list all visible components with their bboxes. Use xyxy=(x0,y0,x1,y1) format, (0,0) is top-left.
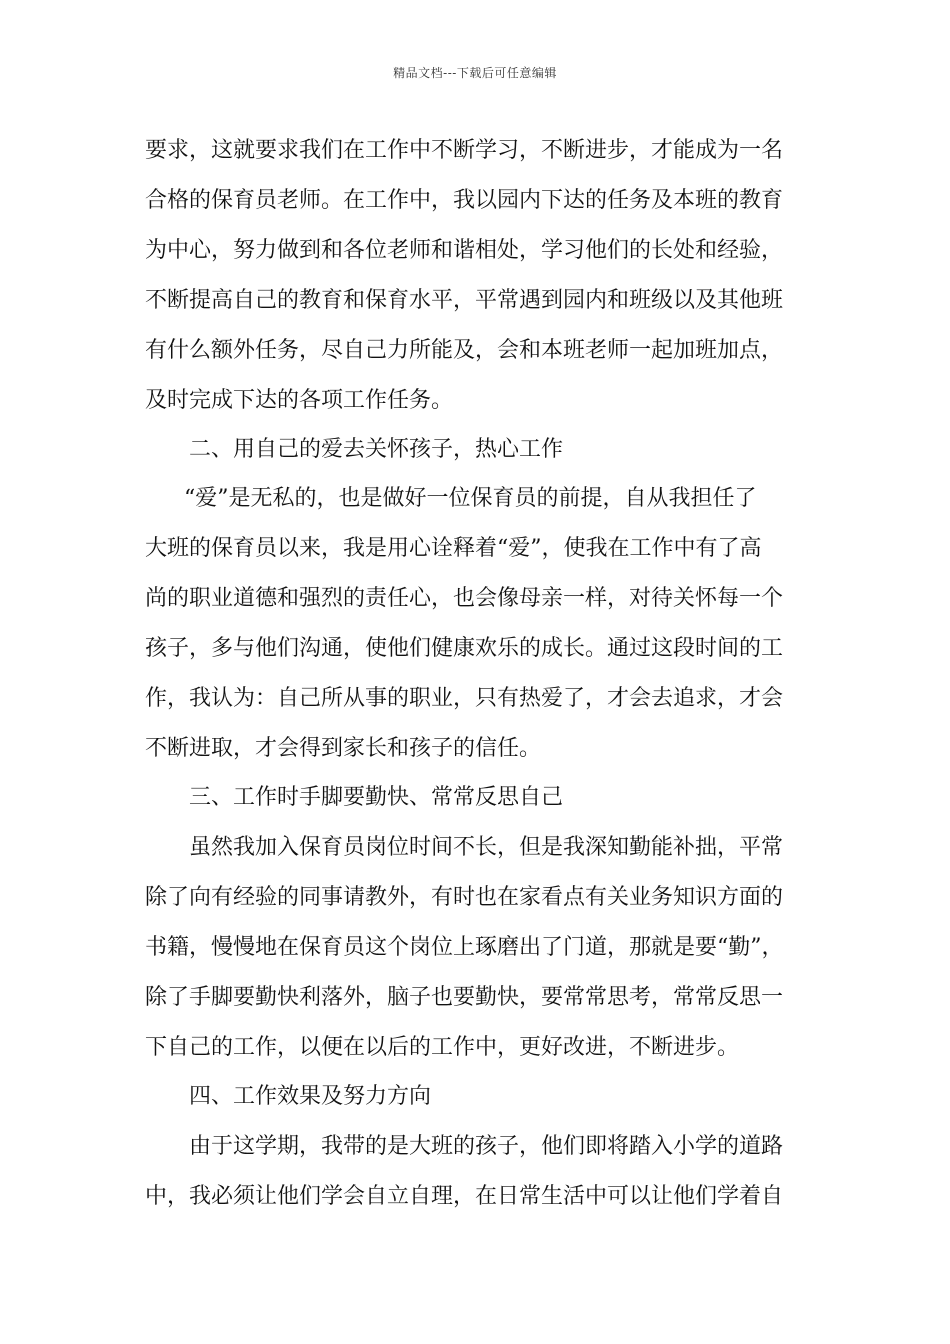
paragraph-line: 虽然我加入保育员岗位时间不长，但是我深知勤能补拙，平常 xyxy=(189,835,784,860)
paragraph-line: 除了手脚要勤快利落外，脑子也要勤快，要常常思考，常常反思一 xyxy=(145,985,784,1010)
paragraph-line: 作，我认为：自己所从事的职业，只有热爱了，才会去追求，才会 xyxy=(145,686,784,711)
paragraph-line: 为中心，努力做到和各位老师和谐相处，学习他们的长处和经验， xyxy=(145,238,784,263)
paragraph-line: 不断进取，才会得到家长和孩子的信任。 xyxy=(145,736,542,761)
paragraph-line: 孩子，多与他们沟通，使他们健康欢乐的成长。通过这段时间的工 xyxy=(145,636,784,661)
paragraph-line: 大班的保育员以来，我是用心诠释着“爱”，使我在工作中有了高 xyxy=(145,536,762,561)
section-heading: 四、工作效果及努力方向 xyxy=(189,1084,432,1109)
paragraph-line: 书籍，慢慢地在保育员这个岗位上琢磨出了门道，那就是要“勤”， xyxy=(145,935,784,960)
paragraph-line: “爱”是无私的，也是做好一位保育员的前提，自从我担任了 xyxy=(184,486,757,511)
page-header: 精品文档---下载后可任意编辑 xyxy=(393,66,557,80)
paragraph-line: 合格的保育员老师。在工作中，我以园内下达的任务及本班的教育 xyxy=(145,188,784,213)
paragraph-line: 下自己的工作，以便在以后的工作中，更好改进，不断进步。 xyxy=(145,1035,740,1060)
paragraph-line: 及时完成下达的各项工作任务。 xyxy=(145,388,454,413)
section-heading: 三、工作时手脚要勤快、常常反思自己 xyxy=(189,785,564,810)
paragraph-line: 有什么额外任务，尽自己力所能及，会和本班老师一起加班加点， xyxy=(145,338,784,363)
paragraph-line: 除了向有经验的同事请教外，有时也在家看点有关业务知识方面的 xyxy=(145,885,784,910)
paragraph-line: 尚的职业道德和强烈的责任心，也会像母亲一样，对待关怀每一个 xyxy=(145,586,784,611)
section-heading: 二、用自己的爱去关怀孩子，热心工作 xyxy=(189,437,564,462)
paragraph-line: 要求，这就要求我们在工作中不断学习，不断进步，才能成为一名 xyxy=(145,138,784,163)
paragraph-line: 不断提高自己的教育和保育水平，平常遇到园内和班级以及其他班 xyxy=(145,288,784,313)
paragraph-line: 中，我必须让他们学会自立自理，在日常生活中可以让他们学着自 xyxy=(145,1184,784,1209)
paragraph-line: 由于这学期，我带的是大班的孩子，他们即将踏入小学的道路 xyxy=(189,1134,784,1159)
